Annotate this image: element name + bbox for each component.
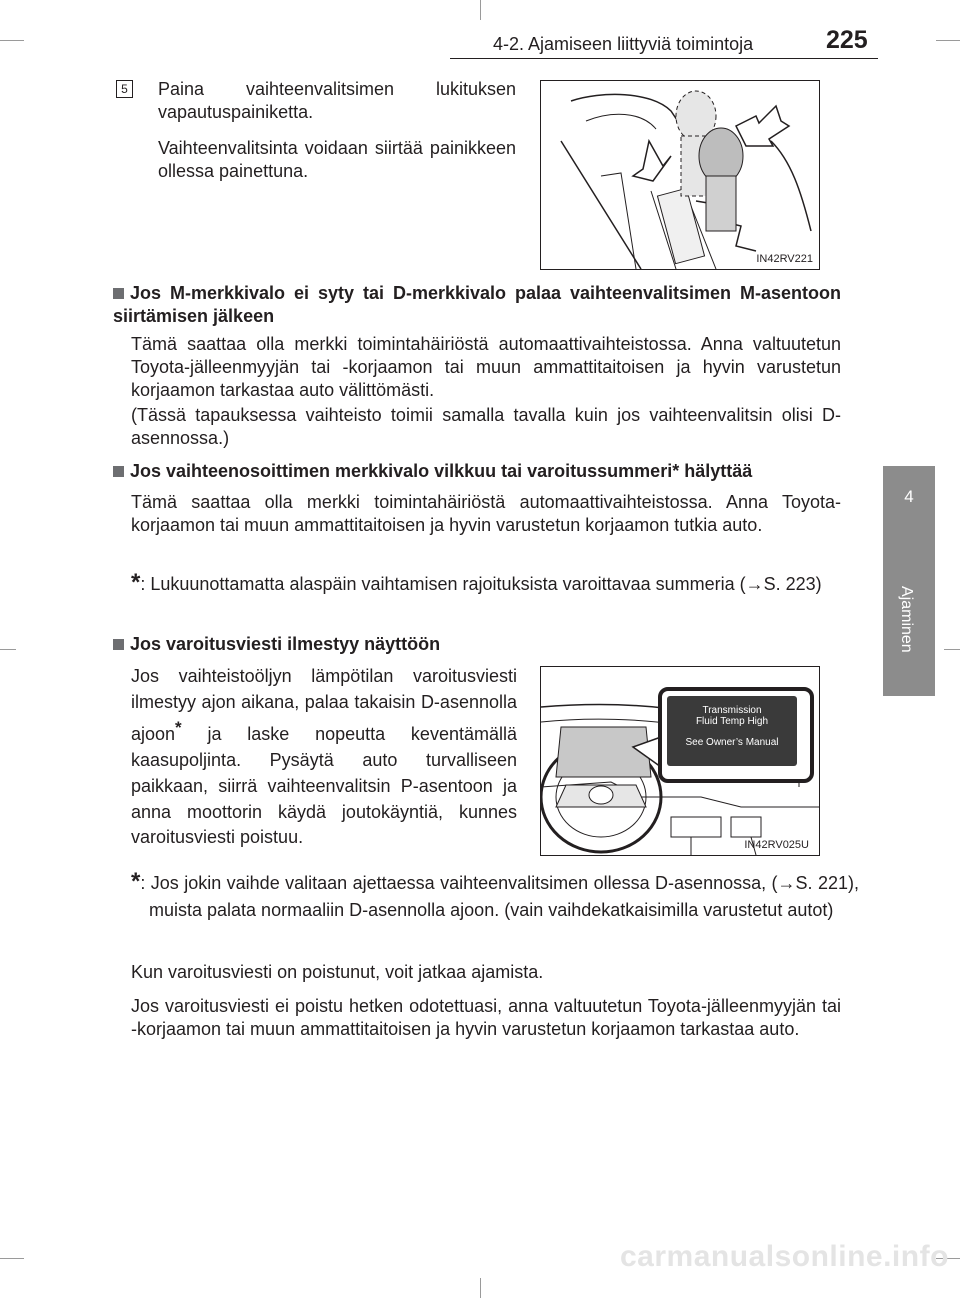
footnote: *: Jos jokin vaihde valitaan ajettaessa vaihteenvalitsimen ollessa D-asennossa, (→S. 221), muista palata normaaliin D-asennolla ajoon. (vain vaihdekatkaisimilla varustetut autot) xyxy=(131,868,859,920)
crop-mark xyxy=(480,1278,481,1298)
section-title: 4-2. Ajamiseen liittyviä toimintoja xyxy=(493,34,754,54)
paragraph: (Tässä tapauksessa vaihteisto toimii samalla tavalla kuin jos vaihteenvalitsin olisi D-asennossa.) xyxy=(131,405,841,448)
section-heading: Jos M-merkkivalo ei syty tai D-merkkivalo palaa vaihteenvalitsimen M-asentoon siirtämisen jälkeen xyxy=(113,283,841,326)
header-rule xyxy=(450,58,878,59)
page-number: 225 xyxy=(826,26,868,54)
crop-mark xyxy=(944,649,960,650)
paragraph: Tämä saattaa olla merkki toimintahäiriöstä automaattivaihteistossa. Anna valtuutetun Toyota-jälleenmyyjän tai -korjaamon tai muun ammattitaitoisen ja hyvin varustetun korjaamon tarkastaa auto välittömästi. xyxy=(131,334,841,400)
step-text-2: Vaihteenvalitsinta voidaan siirtää painikkeen ollessa painettuna. xyxy=(158,138,516,181)
chapter-label: Ajaminen xyxy=(898,586,915,653)
multi-info-display: Transmission Fluid Temp High See Owner’s Manual xyxy=(667,696,797,766)
step-number: 5 xyxy=(116,80,133,98)
figure-code: IN42RV025U xyxy=(744,839,809,851)
square-bullet-icon xyxy=(113,288,124,299)
crop-mark xyxy=(480,0,481,20)
shift-lever-illustration xyxy=(541,81,819,269)
chapter-number: 4 xyxy=(904,487,914,506)
shift-lever-figure xyxy=(540,80,820,270)
paragraph: Kun varoitusviesti on poistunut, voit jatkaa ajamista. xyxy=(131,962,544,982)
warning-display-figure xyxy=(540,666,820,856)
crop-mark xyxy=(0,1258,24,1259)
square-bullet-icon xyxy=(113,639,124,650)
crop-mark xyxy=(0,649,16,650)
crop-mark xyxy=(0,40,24,41)
watermark[interactable]: carmanualsonline.info xyxy=(620,1240,949,1273)
crop-mark xyxy=(936,40,960,41)
square-bullet-icon xyxy=(113,466,124,477)
paragraph: Jos vaihteistoöljyn lämpötilan varoitusviesti ilmestyy ajon aikana, palaa takaisin D-asennolla ajoon* ja laske nopeutta keventämällä kaasupoljinta. Pysäytä auto turvalliseen paikkaan, siirrä vaihteenvalitsin P-asentoon ja anna moottorin käydä joutokäyntiä, kunnes varoitusviesti poistuu. xyxy=(131,666,517,848)
paragraph: Tämä saattaa olla merkki toimintahäiriöstä automaattivaihteistossa. Anna Toyota-korjaamon tai muun ammattitaitoisen ja hyvin varustetun korjaamon tutkia auto. xyxy=(131,492,841,535)
section-heading: Jos vaihteenosoittimen merkkivalo vilkkuu tai varoitussummeri* hälyttää xyxy=(113,460,841,483)
section-heading: Jos varoitusviesti ilmestyy näyttöön xyxy=(113,633,841,656)
footnote: *: Lukuunottamatta alaspäin vaihtamisen rajoituksista varoittavaa summeria (→S. 223) xyxy=(131,569,822,596)
paragraph: Jos varoitusviesti ei poistu hetken odotettuasi, anna valtuutetun Toyota-jälleenmyyjän tai -korjaamon tai muun ammattitaitoisen ja hyvin varustetun korjaamon tarkastaa auto. xyxy=(131,996,841,1039)
figure-code: IN42RV221 xyxy=(756,253,813,265)
step-text-1: Paina vaihteenvalitsimen lukituksen vapautuspainiketta. xyxy=(158,79,516,122)
